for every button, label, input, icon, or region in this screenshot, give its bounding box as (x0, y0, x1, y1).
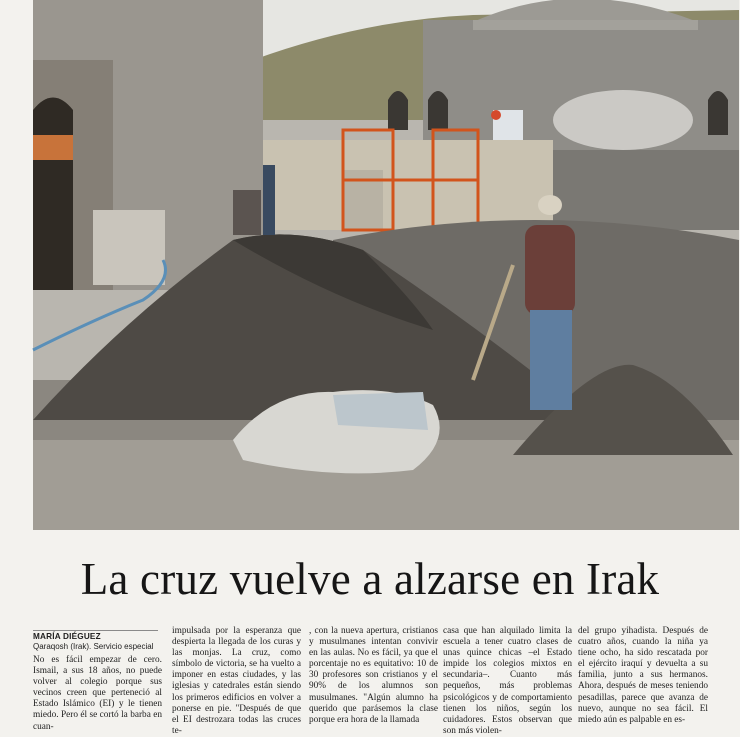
column-1 (33, 626, 162, 733)
column-2 (172, 626, 301, 737)
byline-author: MARÍA DIÉGUEZ (33, 632, 101, 641)
column-5 (578, 626, 708, 726)
news-photo (33, 0, 739, 530)
construction-site-photo-icon (33, 0, 739, 530)
column-text: No es fácil empezar de cero. Ismail, a sus 18 años, no puede volver al colegio porque sus vecinos creen que perteneció al Estado Islámico (EI) y le tienen miedo. Pero él se cortó la barba en cuan- (33, 655, 162, 732)
article-body (33, 626, 739, 736)
column-text: , con la nueva apertura, cristianos y musulmanes intentan convivir en las aulas. No es fácil, ya que el porcentaje no es equitativo: 10 de 30 profesores son cristianos y el 90% de los alumnos son musulmanes. "Algún alumno ha querido que parásemos la clase porque era hora de la llamada (309, 626, 438, 725)
column-4 (443, 626, 572, 737)
byline-rule (33, 630, 158, 631)
column-text: impulsada por la esperanza que despierta la llegada de los curas y las monjas. La cruz, como símbolo de victoria, se ha vuelto a imponer en estas ciudades, y las iglesias y catedrales están siendo los primeros edificios en volver a ponerse en pie. "Después de que el EI destrozara todas las cruces te- (172, 626, 301, 736)
column-text: casa que han alquilado limita la escuela a tener cuatro clases de unas quince chicas –el Estado impide los colegios mixtos en secundaria–. Cuanto más pequeños, más problemas psicológicos y de comportamiento tienen los niños, según los cuidadores. Estos observan que son más violen- (443, 626, 572, 736)
column-3 (309, 626, 438, 726)
headline: La cruz vuelve a alzarse en Irak (80, 554, 660, 604)
column-text: del grupo yihadista. Después de cuatro años, cuando la niña ya tiene ocho, ha sido rescatada por el ejército iraquí y devuelta a su familia, junto a sus hermanos. Ahora, después de meses teniendo pesadillas, parece que avanza de nuevo, aunque no sea fácil. El miedo aún es palpable en es- (578, 626, 708, 725)
byline-dateline: Qaraqosh (Irak). Servicio especial (33, 642, 154, 651)
